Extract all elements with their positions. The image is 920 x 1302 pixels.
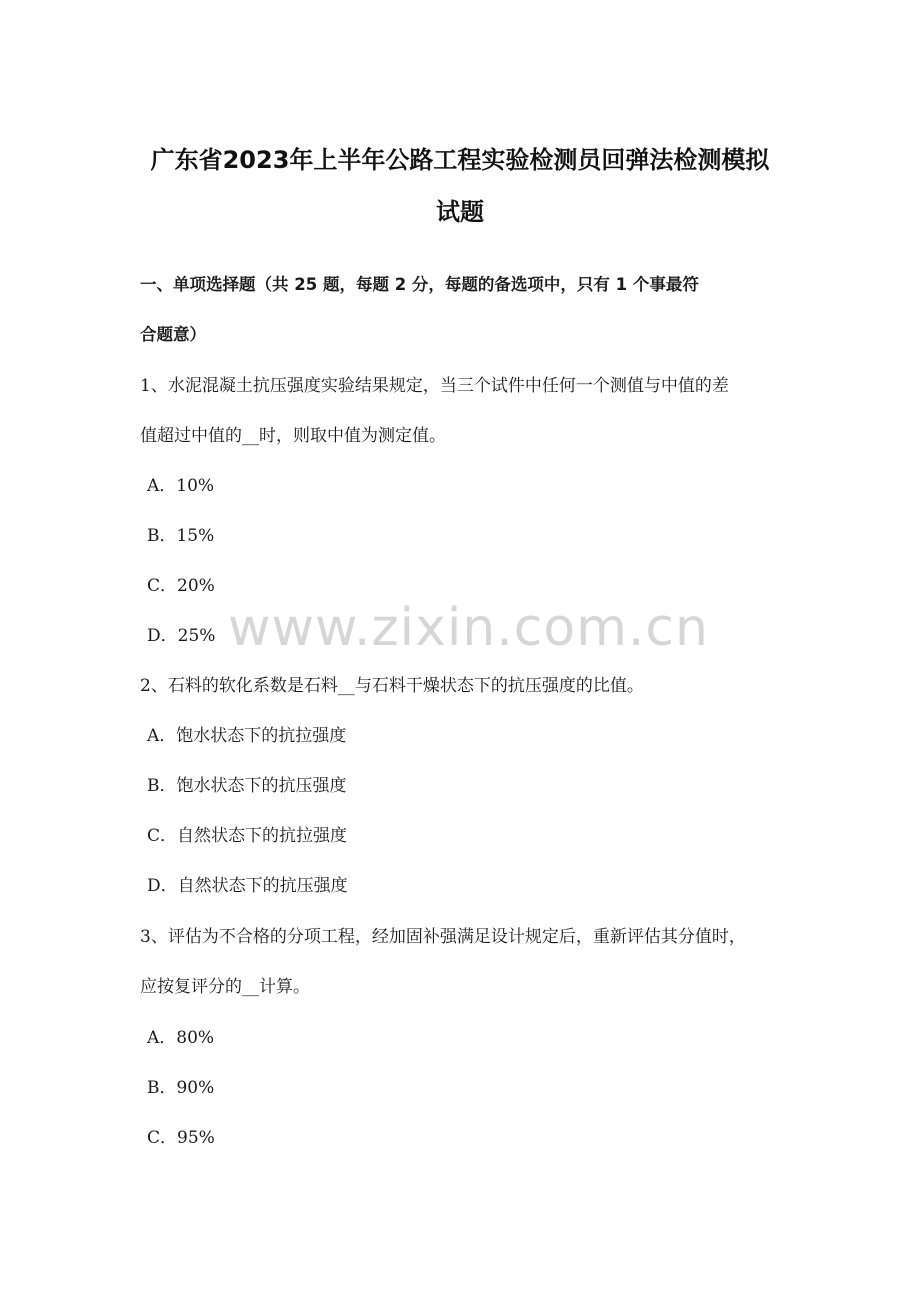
question-1-option-c: C．20% [147,576,215,596]
question-2-option-d: D．自然状态下的抗压强度 [147,876,348,896]
question-1-option-d: D．25% [147,626,216,646]
document-title-line-2: 试题 [436,198,484,226]
question-3-stem-line-2: 应按复评分的__计算。 [140,977,310,997]
question-1-stem-line-2: 值超过中值的__时，则取中值为测定值。 [140,426,446,446]
document-title-line-1: 广东省2023年上半年公路工程实验检测员回弹法检测模拟 [150,146,770,174]
question-1-option-a: A．10% [147,476,215,496]
question-2-option-c: C．自然状态下的抗拉强度 [147,826,348,846]
section-heading-line-2: 合题意） [140,325,206,344]
question-3-option-c: C．95% [147,1128,215,1148]
question-1-stem-line-1: 1、水泥混凝土抗压强度实验结果规定，当三个试件中任何一个测值与中值的差 [140,376,729,396]
question-2-option-a: A．饱水状态下的抗拉强度 [147,726,347,746]
section-heading-line-1: 一、单项选择题（共 25 题，每题 2 分，每题的备选项中，只有 1 个事最符 [140,275,699,294]
question-2-stem-line-1: 2、石料的软化系数是石料__与石料干燥状态下的抗压强度的比值。 [140,676,644,696]
question-3-option-b: B．90% [147,1078,215,1098]
question-2-option-b: B．饱水状态下的抗压强度 [147,776,347,796]
question-3-option-a: A．80% [147,1028,215,1048]
question-3-stem-line-1: 3、评估为不合格的分项工程，经加固补强满足设计规定后，重新评估其分值时， [140,927,746,947]
watermark: www.zixin.com.cn [228,598,709,658]
question-1-option-b: B．15% [147,526,215,546]
